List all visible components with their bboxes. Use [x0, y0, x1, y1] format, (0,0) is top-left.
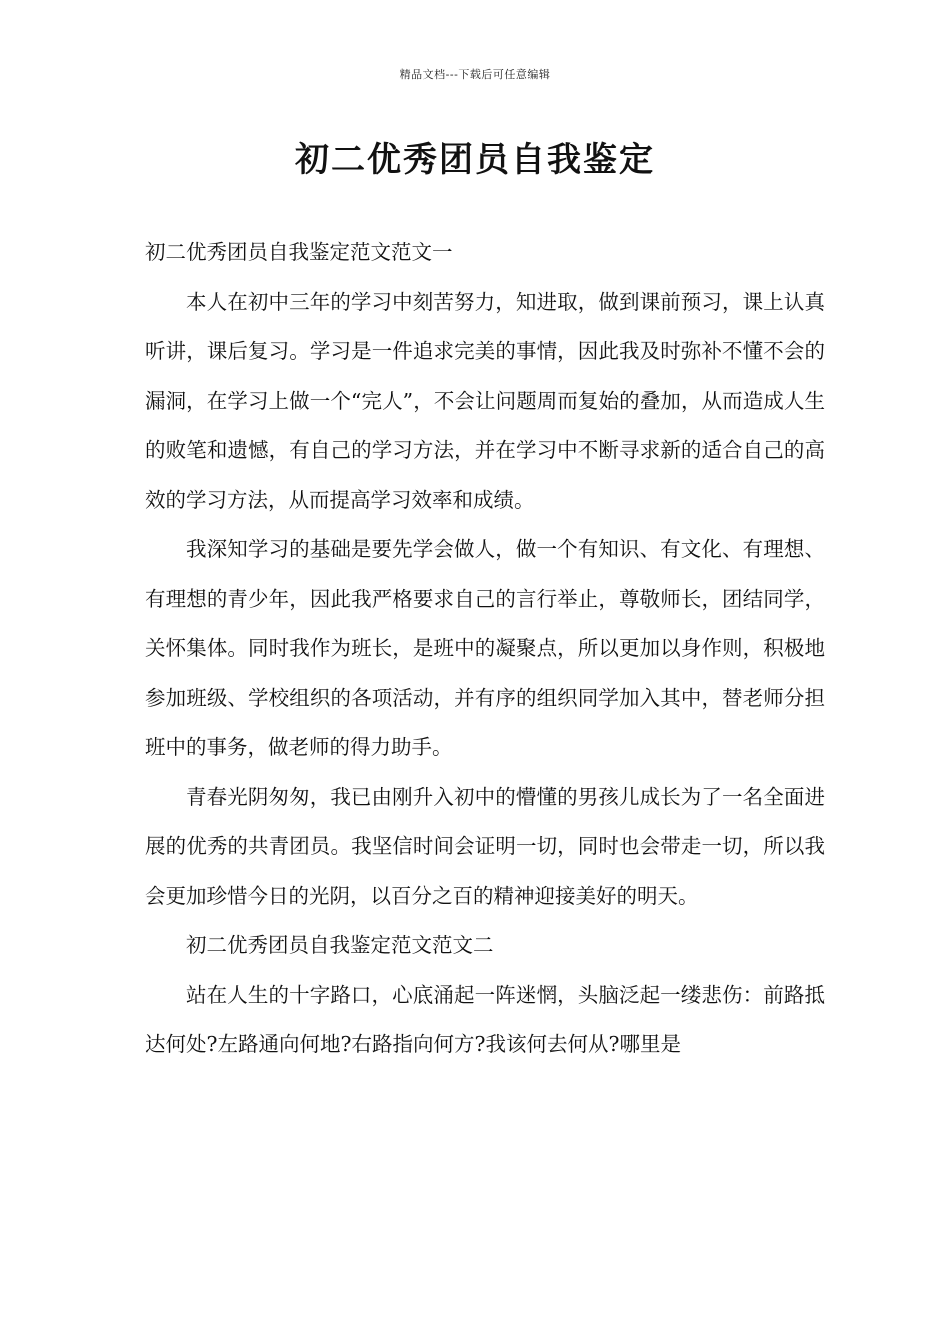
section-heading-1: 初二优秀团员自我鉴定范文范文一: [145, 240, 453, 264]
body-paragraph: 我深知学习的基础是要先学会做人，做一个有知识、有文化、有理想、有理想的青少年，因此我严格要求自己的言行举止，尊敬师长，团结同学，关怀集体。同时我作为班长，是班中的凝聚点，所以更加以身作则，积极地参加班级、学校组织的各项活动，并有序的组织同学加入其中，替老师分担班中的事务，做老师的得力助手。: [145, 537, 825, 759]
document-body: [145, 228, 825, 1070]
header-note: 精品文档---下载后可任意编辑: [399, 68, 551, 81]
document-title: 初二优秀团员自我鉴定: [295, 140, 655, 180]
section-heading-2: 初二优秀团员自我鉴定范文范文二: [186, 933, 494, 957]
body-paragraph: 本人在初中三年的学习中刻苦努力，知进取，做到课前预习，课上认真听讲，课后复习。学习是一件追求完美的事情，因此我及时弥补不懂不会的漏洞，在学习上做一个“完人”，不会让问题周而复始的叠加，从而造成人生的败笔和遗憾，有自己的学习方法，并在学习中不断寻求新的适合自己的高效的学习方法，从而提高学习效率和成绩。: [145, 289, 825, 512]
body-paragraph: 青春光阴匆匆，我已由刚升入初中的懵懂的男孩儿成长为了一名全面进展的优秀的共青团员。我坚信时间会证明一切，同时也会带走一切，所以我会更加珍惜今日的光阴，以百分之百的精神迎接美好的明天。: [145, 784, 825, 908]
body-paragraph: 站在人生的十字路口，心底涌起一阵迷惘，头脑泛起一缕悲伤：前路抵达何处?左路通向何地?右路指向何方?我该何去何从?哪里是: [145, 982, 825, 1056]
